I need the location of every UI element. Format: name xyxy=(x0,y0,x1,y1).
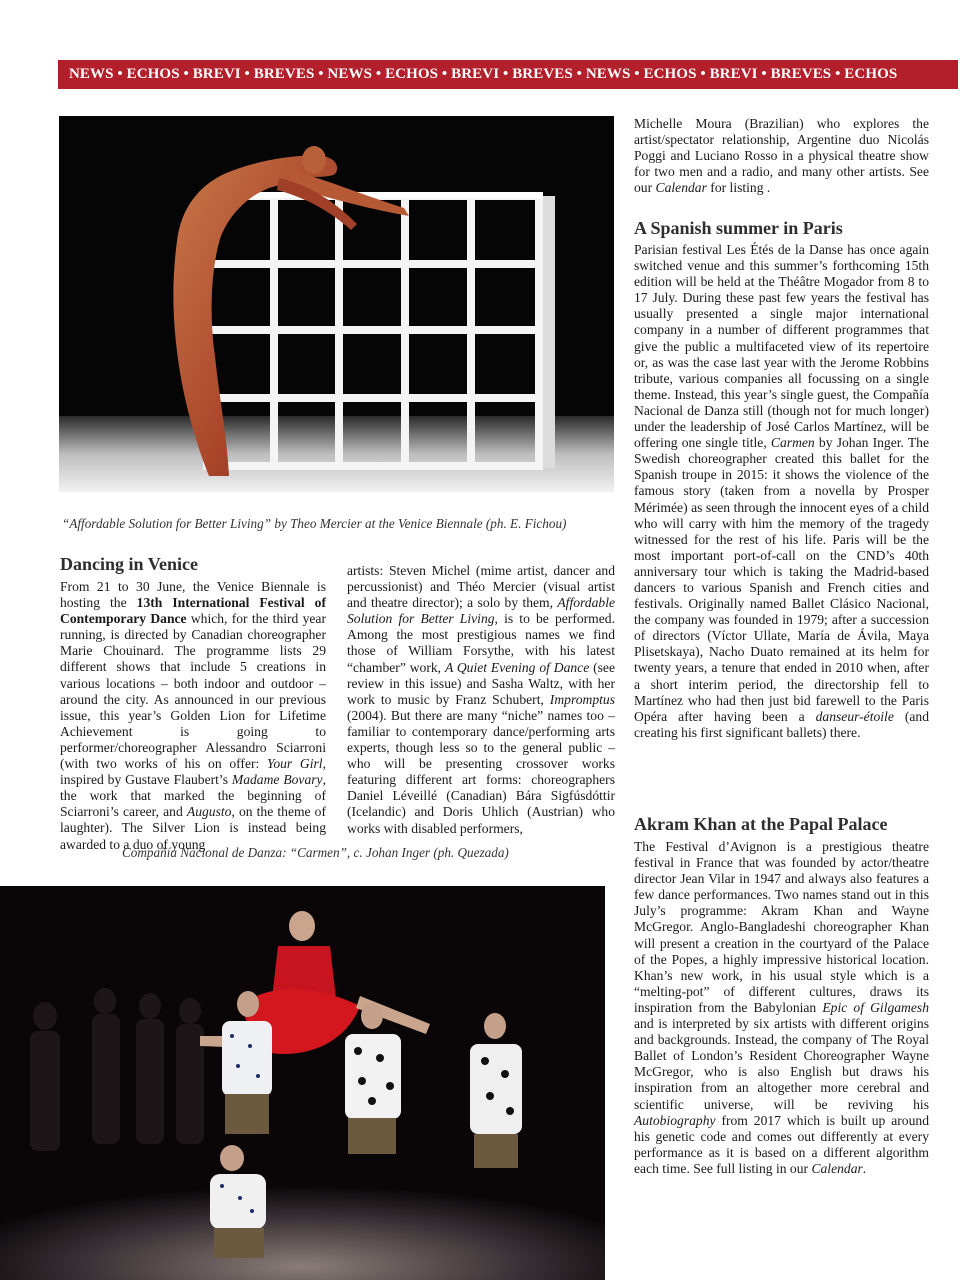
venice-column-1 xyxy=(60,579,326,853)
heading-akram-khan-papal-palace: Akram Khan at the Papal Palace xyxy=(634,814,888,834)
photo-caption-2: Compañía Nacional de Danza: “Carmen”, c. Johan Inger (ph. Quezada) xyxy=(122,845,509,860)
photo-affordable-solution xyxy=(59,116,614,492)
photo-carmen xyxy=(0,886,605,1280)
venice-paragraph-1: From 21 to 30 June, the Venice Biennale is hosting the 13th International Festival of Contemporary Dance which, for the third year running, is directed by Canadian choreographer Marie Chouinard. The programme lists 29 different shows that include 5 creations in various locations – both indoor and outdoor – around the city. As announced in our previous issue, this year’s Golden Lion for Lifetime Achievement is going to performer/choreographer Alessandro Sciarroni (with two works of his on offer: Your Girl, inspired by Gustave Flaubert’s Madame Bovary, the work that marked the beginning of Sciarroni’s career, and Augusto, on the theme of laughter). The Silver Lion is instead being awarded to a duo of young xyxy=(60,579,327,852)
avignon-article xyxy=(634,839,929,1177)
paris-paragraph: Parisian festival Les Étés de la Danse has once again switched venue and this summer’s forthcoming 15th edition will be held at the Théâtre Mogador from 8 to 17 July. During these past few years the festival has usually presented a single major international company in a number of different programmes that give the public a multifaceted view of its repertoire or, as was the case last year with the Jerome Robbins tribute, various companies all focussing on a single theme. Instead, this year’s single guest, the Compañía Nacional de Danza still (though not for much longer) under the leadership of José Carlos Martínez, will be offering one single title, Carmen by Johan Inger. The Swedish choreographer created this ballet for the Spanish troupe in 2015: it shows the violence of the famous story (taken from a novella by Prosper Mérimée) as seen through the innocent eyes of a child who will carry with him the memory of the tragedy witnessed for the rest of his life. Paris will be the most important port-of-call on the CND’s 40th anniversary tour which is taking the Madrid-based dancers to various Spanish and French cities and festivals. Originally named Ballet Clásico Nacional, the company was founded in 1979; after a succession of directors (Víctor Ullate, María de Ávila, Maya Plisetskaya), Nacho Duato remained at its helm for twenty years, a tenure that ended in 2010 when, after a short interim period, the directorship fell to Martínez who had then just bid farewell to the Paris Opéra after having been a danseur-étoile (and creating his first significant ballets) there. xyxy=(634,242,929,740)
heading-dancing-in-venice: Dancing in Venice xyxy=(60,554,199,574)
venice-column-2 xyxy=(347,563,615,837)
photo-caption-1: “Affordable Solution for Better Living” by Theo Mercier at the Venice Biennale (ph. E. Fichou) xyxy=(62,516,567,531)
venice-continued xyxy=(634,116,929,196)
paris-article xyxy=(634,242,929,741)
avignon-paragraph: The Festival d’Avignon is a prestigious theatre festival in France that was founded by actor/theatre director Jean Vilar in 1947 and always also features a few dance performances. Two names stand out in this July’s programme: Akram Khan and Wayne McGregor. Anglo-Bangladeshi choreographer Khan will present a creation in the courtyard of the Palace of the Popes, a highly impressive historical location. Khan’s new work, in his usual style which is a “melting-pot” of different cultures, draws its inspiration from the Babylonian Epic of Gilgamesh and is interpreted by six artists with different origins and backgrounds. Instead, the company of The Royal Ballet of London’s Resident Choreographer Wayne McGregor, who is also English but draws his inspiration from an altogether more cerebral and scientific universe, will be reviving his Autobiography from 2017 which is built up around his genetic code and comes out differently at every performance as it is based on a different algorithm each time. See full listing in our Calendar. xyxy=(634,839,929,1176)
section-banner: NEWS • ECHOS • BREVI • BREVES • NEWS • ECHOS • BREVI • BREVES • NEWS • ECHOS • BREVI • BREVES • ECHOS xyxy=(58,60,958,89)
venice-paragraph-3: Michelle Moura (Brazilian) who explores the artist/spectator relationship, Argentine duo Nicolás Poggi and Luciano Rosso in a physical theatre show for two men and a radio, and many other artists. See our Calendar for listing . xyxy=(634,116,929,196)
venice-paragraph-2: artists: Steven Michel (mime artist, dancer and percussionist) and Théo Mercier (visual artist and theatre director); a solo by them, Affordable Solution for Better Living, is to be performed. Among the most prestigious names we find those of William Forsythe, with his latest “chamber” work, A Quiet Evening of Dance (see review in this issue) and Sasha Waltz, with her work to music by Franz Schubert, Impromptus (2004). But there are many “niche” names too – familiar to contemporary dance/performing arts experts, though less so to the general public – who will be presenting crossover works featuring different art forms: choreographers Daniel Léveillé (Canadian) Bára Sigfúsdóttir (Icelandic) and Doris Uhlich (Austrian) who works with disabled performers, xyxy=(347,563,615,836)
heading-spanish-summer-paris: A Spanish summer in Paris xyxy=(634,218,843,238)
